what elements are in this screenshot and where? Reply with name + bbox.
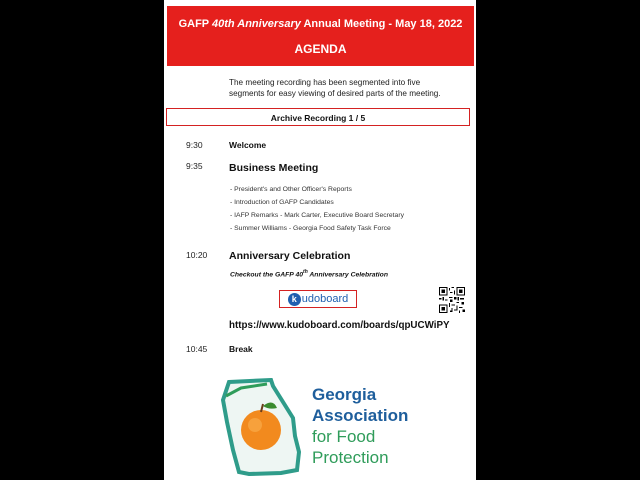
agenda-page [164, 0, 476, 480]
caption-sup: th [303, 269, 308, 275]
intro-line: The meeting recording has been segmented into five [229, 78, 421, 87]
item-business-meeting: Business Meeting [229, 162, 319, 174]
meeting-title [167, 18, 474, 30]
caption-prefix: Checkout the GAFP 40 [230, 271, 304, 279]
archive-recording-label: Archive Recording 1 / 5 [166, 108, 470, 126]
title-suffix: Annual Meeting - May 18, 2022 [300, 18, 463, 30]
intro-line: segments for easy viewing of desired parts of the meeting. [229, 89, 441, 98]
business-subitem: - President's and Other Officer's Reports [230, 186, 352, 193]
gafp-logo-wordmark [312, 384, 408, 468]
business-subitem: - Introduction of GAFP Candidates [230, 199, 334, 206]
time-welcome: 9:30 [186, 140, 203, 150]
kudoboard-wordmark: udoboard [301, 293, 349, 305]
logo-line: Protection [312, 448, 389, 467]
title-italic: 40th Anniversary [211, 18, 301, 30]
header-banner [167, 6, 474, 66]
business-subitem: - Summer Williams - Georgia Food Safety Task Force [230, 225, 391, 232]
time-break: 10:45 [186, 344, 208, 354]
georgia-map-peach-icon [219, 378, 303, 476]
anniversary-caption [230, 269, 388, 278]
time-business: 9:35 [186, 161, 203, 171]
kudoboard-link[interactable]: https://www.kudoboard.com/boards/qpUCWiPY [229, 320, 450, 331]
kudoboard-logo[interactable] [279, 290, 357, 308]
business-subitem: - IAFP Remarks - Mark Carter, Executive Board Secretary [230, 212, 405, 219]
item-anniversary: Anniversary Celebration [229, 250, 351, 262]
agenda-heading: AGENDA [294, 42, 347, 56]
item-break: Break [229, 344, 253, 354]
caption-suffix: Anniversary Celebration [307, 271, 388, 279]
logo-line: Georgia [312, 385, 377, 404]
item-welcome: Welcome [229, 140, 267, 150]
kudoboard-k-icon: k [288, 293, 301, 306]
logo-line: Association [312, 406, 409, 425]
logo-line: for Food [312, 427, 376, 446]
time-anniversary: 10:20 [186, 250, 208, 260]
title-prefix: GAFP [178, 18, 212, 30]
qr-code-icon[interactable] [439, 287, 465, 313]
intro-text [229, 77, 469, 99]
